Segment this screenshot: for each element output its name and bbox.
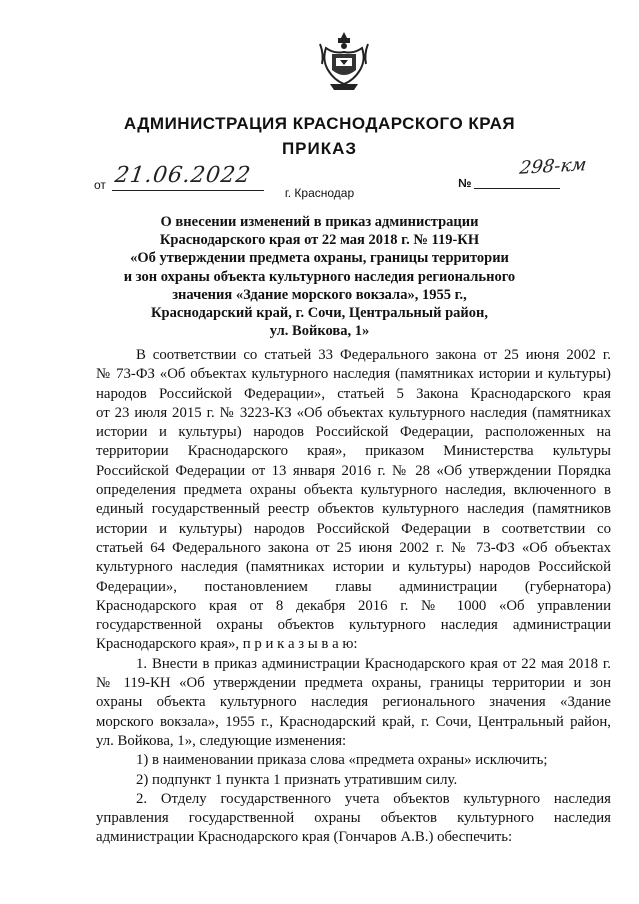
body-line: управления государственной охраны объектов культурного наследия [96,810,611,827]
body-line: Российской Федерации от 13 января 2016 г. № 28 «Об утверждении Порядка [96,462,611,479]
body-line: В соответствии со статьей 33 Федерального закона от 25 июня 2002 г. [136,347,611,363]
title-line: «Об утверждении предмета охраны, границы территории [130,250,509,267]
body-line: № 119-КН «Об утверждении предмета охраны, границы территории и зон [96,675,611,692]
body-line: 1) в наименовании приказа слова «предмета охраны» исключить; [136,752,548,769]
organization-name: АДМИНИСТРАЦИЯ КРАСНОДАРСКОГО КРАЯ [123,114,516,133]
date-label: от [94,178,106,192]
body-line: морского вокзала», 1955 г., Краснодарский край, г. Сочи, Центральный район, [96,713,611,730]
body-line: 2. Отделу государственного учета объектов культурного наследия [136,790,611,807]
document-body [96,346,611,848]
handwritten-date: 21.06.2022 [113,163,253,188]
body-line: 2) подпункт 1 пункта 1 признать утратившим силу. [136,771,458,788]
document-type: ПРИКАЗ [281,139,358,158]
body-line: истории и культуры) народов Российской Федерации, расположенных на [96,424,611,441]
title-line: значения «Здание морского вокзала», 1955 г., [172,286,467,303]
body-line: администрации Краснодарского края (Гончаров А.В.) обеспечить: [96,829,513,846]
body-line: Краснодарского края от 8 декабря 2016 г. № 1000 «Об управлении [96,597,611,614]
body-line: народов Российской Федерации», статьей 5 Закона Краснодарского края [96,385,611,402]
coat-of-arms-icon [318,30,370,92]
title-line: ул. Войкова, 1» [269,323,370,340]
body-line: 1. Внести в приказ администрации Краснодарского края от 22 мая 2018 г. [136,655,611,672]
body-line: Краснодарского края», п р и к а з ы в а ю: [96,636,358,653]
body-line: Федерации», постановлением главы администрации (губернатора) [96,578,611,595]
title-line: О внесении изменений в приказ администрации [160,214,479,230]
body-line: истории и культуры) народов Российской Федерации в соответствии со [96,520,611,537]
title-line: и зон охраны объекта культурного наследия регионального [123,268,516,285]
body-line: от 23 июля 2015 г. № 3223-КЗ «Об объектах культурного наследия (памятниках [96,404,611,421]
number-label: № [458,176,472,190]
body-line: ул. Войкова, 1», следующие изменения: [96,732,347,749]
handwritten-number: 298-км [518,154,588,179]
title-line: Краснодарского края от 22 мая 2018 г. № 119-КН [159,232,480,249]
document-title [96,213,543,340]
body-line: территории Краснодарского края», приказом Министерства культуры [96,443,611,460]
body-line: охраны объекта культурного наследия регионального значения «Здание [96,694,611,711]
city: г. Краснодар [284,186,355,200]
title-line: Краснодарский край, г. Сочи, Центральный район, [151,305,488,322]
body-line: государственной охраны объектов культурного наследия администрации [96,617,611,634]
body-line: культурного наследия (памятниках истории и культуры) народов Российской [96,559,611,576]
body-line: единый государственный реестр объектов культурного наследия (памятников [96,501,611,518]
body-line: № 73-ФЗ «Об объектах культурного наследия (памятниках истории и культуры) [96,366,611,383]
body-line: определения предмета охраны объекта культурного наследия, включенного в [96,482,611,499]
body-line: статьей 64 Федерального закона от 25 июня 2002 г. № 73-ФЗ «Об объектах [96,539,611,556]
